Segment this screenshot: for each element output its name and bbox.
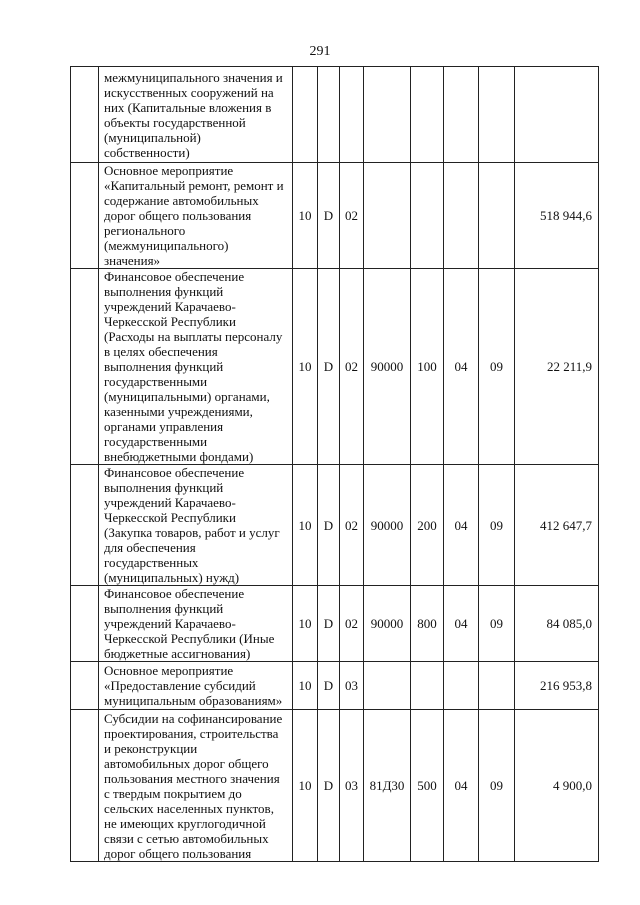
table-body (71, 67, 599, 862)
item-name-line: государственных (104, 555, 199, 570)
item-name-line: (муниципальной) (104, 129, 201, 145)
item-name-line: выполнения функций (104, 359, 224, 374)
item-name-line: выполнения функций (104, 284, 224, 299)
item-name-line: муниципальным образованиям» (104, 693, 283, 708)
expense-type-cell: 800 (411, 586, 444, 662)
item-name-line: «Предоставление субсидий (104, 678, 256, 693)
item-name-line: Финансовое обеспечение (104, 465, 245, 480)
program-code-cell: 10 (293, 586, 318, 662)
item-name-line: государственными (104, 434, 208, 449)
item-name-line: проектирования, строительства (104, 725, 279, 741)
subprogram-code-cell: D (318, 163, 340, 269)
item-name-cell (99, 662, 293, 710)
section-cell (444, 662, 479, 710)
event-code-cell (340, 67, 364, 163)
table-row (71, 269, 599, 465)
row-number-cell (71, 586, 99, 662)
item-name-line: них (Капитальные вложения в (104, 99, 272, 115)
expense-type-cell: 500 (411, 710, 444, 862)
row-number-cell (71, 710, 99, 862)
subsection-cell: 09 (479, 465, 515, 586)
subprogram-code-cell: D (318, 710, 340, 862)
expense-type-cell (411, 67, 444, 163)
item-name-line: (муниципальных) нужд) (104, 570, 240, 585)
item-name-line: Финансовое обеспечение (104, 269, 245, 284)
row-number-cell (71, 662, 99, 710)
amount-cell: 22 211,9 (515, 269, 599, 465)
direction-code-cell (364, 662, 411, 710)
item-name-line: выполнения функций (104, 480, 224, 495)
item-name-line: межмуниципального значения и (104, 69, 283, 85)
amount-cell: 518 944,6 (515, 163, 599, 269)
row-number-cell (71, 67, 99, 163)
item-name-line: бюджетные ассигнования) (104, 646, 251, 661)
item-name-line: Субсидии на софинансирование (104, 710, 283, 726)
item-name-line: в целях обеспечения (104, 344, 218, 359)
item-name-line: пользования местного значения (104, 770, 280, 786)
item-name-cell (99, 710, 293, 862)
program-code-cell: 10 (293, 163, 318, 269)
item-name-line: Основное мероприятие (104, 663, 234, 678)
item-name-line: Финансовое обеспечение (104, 586, 245, 601)
subsection-cell (479, 163, 515, 269)
table-row (71, 586, 599, 662)
event-code-cell: 02 (340, 465, 364, 586)
subsection-cell: 09 (479, 269, 515, 465)
amount-cell: 412 647,7 (515, 465, 599, 586)
item-name-line: сельских населенных пунктов, (104, 800, 274, 816)
item-name-cell (99, 269, 293, 465)
page-number: 291 (309, 44, 331, 59)
item-name-line: автомобильных дорог общего (104, 755, 269, 771)
item-name-line: (Закупка товаров, работ и услуг (104, 525, 280, 540)
direction-code-cell: 90000 (364, 269, 411, 465)
subprogram-code-cell (318, 67, 340, 163)
direction-code-cell: 90000 (364, 586, 411, 662)
item-name-line: (муниципальными) органами, (104, 389, 270, 404)
budget-table (70, 66, 599, 862)
program-code-cell (293, 67, 318, 163)
expense-type-cell (411, 662, 444, 710)
item-name-line: казенными учреждениями, (104, 404, 253, 419)
amount-cell (515, 67, 599, 163)
item-name-line: содержание автомобильных (104, 193, 259, 208)
item-name-line: учреждений Карачаево- (104, 616, 236, 631)
program-code-cell: 10 (293, 710, 318, 862)
item-name-line: регионального (104, 223, 186, 238)
item-name-line: объекты государственной (104, 114, 246, 130)
item-name-line: дорог общего пользования (104, 845, 252, 861)
item-name-line: дорог общего пользования (104, 208, 252, 223)
item-name-line: «Капитальный ремонт, ремонт и (104, 178, 284, 193)
item-name-line: Черкесской Республики (104, 314, 236, 329)
program-code-cell: 10 (293, 465, 318, 586)
subsection-cell (479, 67, 515, 163)
event-code-cell: 02 (340, 269, 364, 465)
subprogram-code-cell: D (318, 269, 340, 465)
section-cell: 04 (444, 586, 479, 662)
table-row (71, 465, 599, 586)
direction-code-cell (364, 163, 411, 269)
direction-code-cell: 81Д30 (364, 710, 411, 862)
event-code-cell: 02 (340, 163, 364, 269)
item-name-cell (99, 465, 293, 586)
item-name-line: собственности) (104, 144, 190, 160)
row-number-cell (71, 465, 99, 586)
item-name-line: значения» (104, 253, 161, 268)
section-cell: 04 (444, 269, 479, 465)
item-name-line: искусственных сооружений на (104, 84, 274, 100)
item-name-line: для обеспечения (104, 540, 196, 555)
amount-cell: 216 953,8 (515, 662, 599, 710)
section-cell: 04 (444, 710, 479, 862)
amount-cell: 4 900,0 (515, 710, 599, 862)
item-name-cell (99, 67, 293, 163)
item-name-line: Основное мероприятие (104, 163, 234, 178)
section-cell: 04 (444, 465, 479, 586)
direction-code-cell (364, 67, 411, 163)
item-name-line: не имеющих круглогодичной (104, 815, 266, 831)
row-number-cell (71, 269, 99, 465)
item-name-line: Черкесской Республики (104, 510, 236, 525)
subprogram-code-cell: D (318, 662, 340, 710)
section-cell (444, 163, 479, 269)
table-row (71, 163, 599, 269)
program-code-cell: 10 (293, 662, 318, 710)
item-name-line: (Расходы на выплаты персоналу (104, 329, 283, 344)
event-code-cell: 03 (340, 662, 364, 710)
item-name-line: связи с сетью автомобильных (104, 830, 269, 846)
table-row (71, 67, 599, 163)
subprogram-code-cell: D (318, 586, 340, 662)
item-name-line: (межмуниципального) (104, 238, 229, 253)
expense-type-cell: 100 (411, 269, 444, 465)
subsection-cell: 09 (479, 586, 515, 662)
item-name-line: и реконструкции (104, 740, 198, 756)
event-code-cell: 03 (340, 710, 364, 862)
expense-type-cell (411, 163, 444, 269)
direction-code-cell: 90000 (364, 465, 411, 586)
item-name-cell (99, 586, 293, 662)
item-name-line: учреждений Карачаево- (104, 299, 236, 314)
amount-cell: 84 085,0 (515, 586, 599, 662)
item-name-line: учреждений Карачаево- (104, 495, 236, 510)
subsection-cell (479, 662, 515, 710)
item-name-line: органами управления (104, 419, 224, 434)
row-number-cell (71, 163, 99, 269)
table-row (71, 710, 599, 862)
table-row (71, 662, 599, 710)
expense-type-cell: 200 (411, 465, 444, 586)
item-name-line: Черкесской Республики (Иные (104, 631, 275, 646)
item-name-line: государственными (104, 374, 208, 389)
subsection-cell: 09 (479, 710, 515, 862)
section-cell (444, 67, 479, 163)
program-code-cell: 10 (293, 269, 318, 465)
item-name-line: с твердым покрытием до (104, 785, 242, 801)
item-name-line: выполнения функций (104, 601, 224, 616)
item-name-line: внебюджетными фондами) (104, 449, 254, 464)
event-code-cell: 02 (340, 586, 364, 662)
item-name-cell (99, 163, 293, 269)
subprogram-code-cell: D (318, 465, 340, 586)
